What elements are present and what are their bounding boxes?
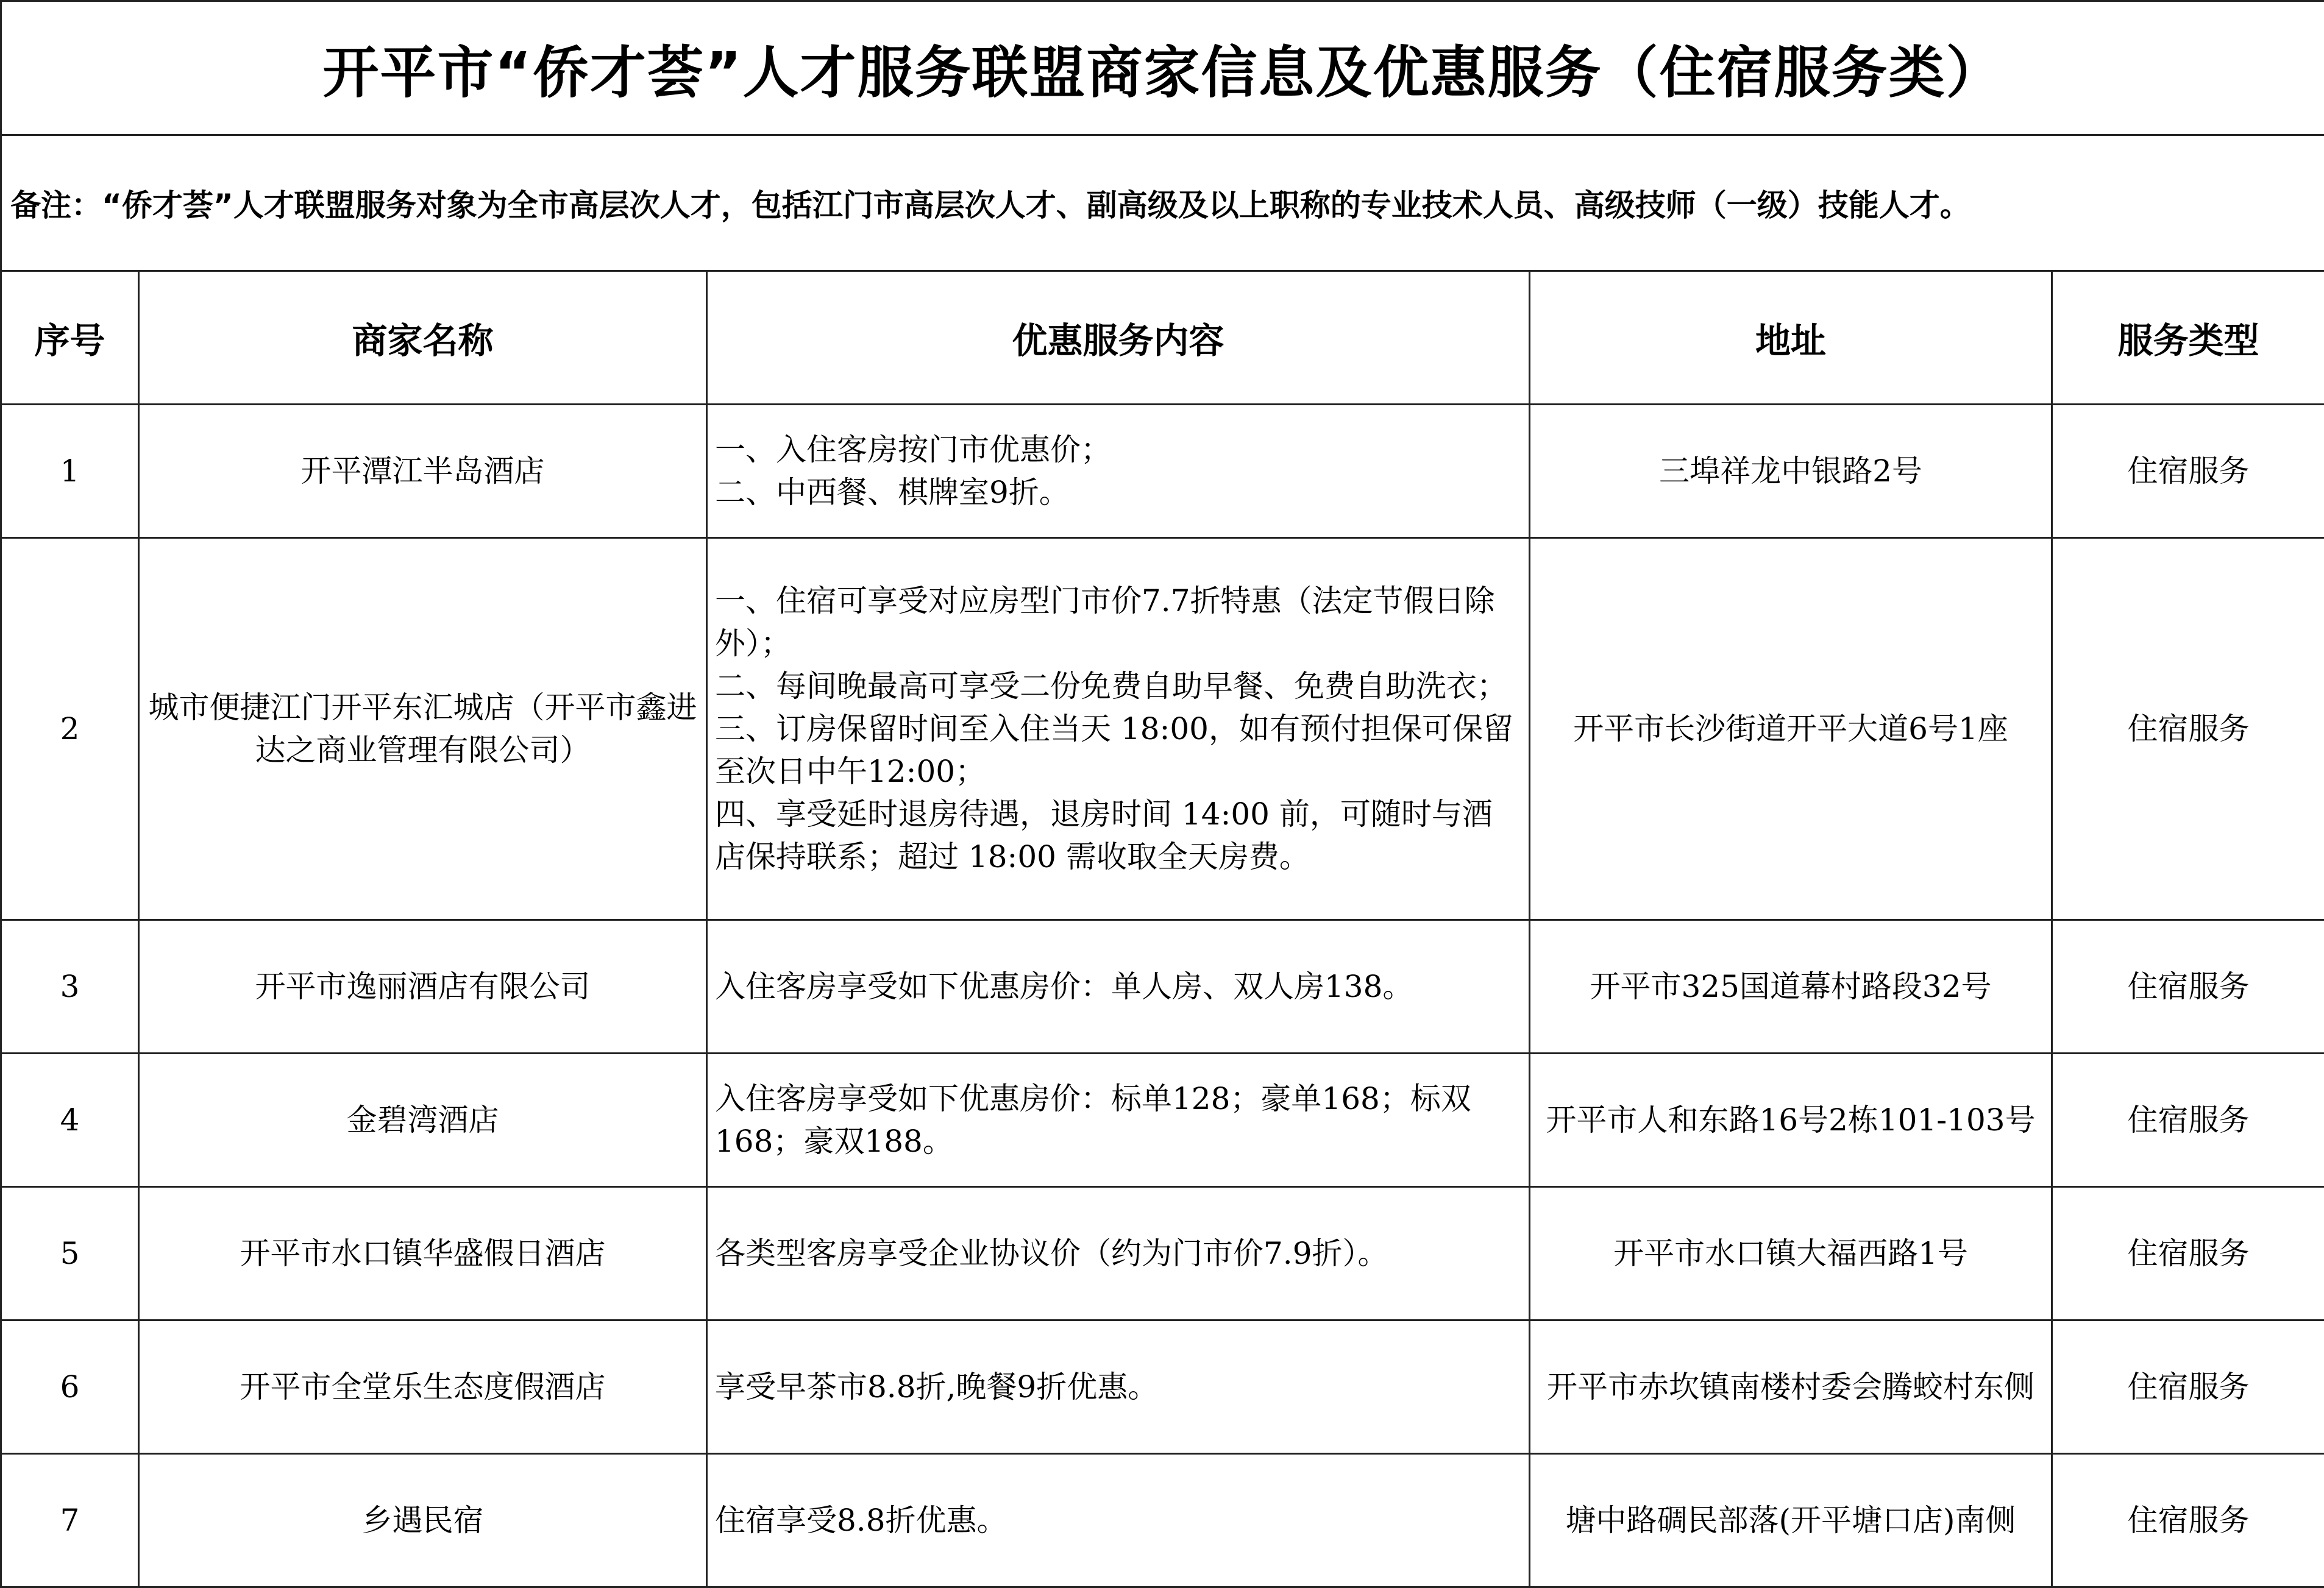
- service-content: [707, 538, 1530, 920]
- table-row: [1, 1187, 2324, 1320]
- service-content: [707, 1454, 1530, 1587]
- merchant-name: 金碧湾酒店: [139, 1054, 707, 1187]
- row-no: 2: [1, 538, 139, 920]
- row-no: 5: [1, 1187, 139, 1320]
- table-row: [1, 920, 2324, 1054]
- service-content: [707, 920, 1530, 1054]
- header-service-type: 服务类型: [2052, 271, 2324, 405]
- address: 开平市水口镇大福西路1号: [1530, 1187, 2052, 1320]
- header-address: 地址: [1530, 271, 2052, 405]
- service-line: 入住客房享受如下优惠房价：单人房、双人房138。: [715, 965, 1521, 1008]
- service-line: 各类型客房享受企业协议价（约为门市价7.9折）。: [715, 1232, 1521, 1275]
- row-no: 1: [1, 405, 139, 538]
- service-type: 住宿服务: [2052, 1454, 2324, 1587]
- service-type: 住宿服务: [2052, 1187, 2324, 1320]
- address: 三埠祥龙中银路2号: [1530, 405, 2052, 538]
- table-row: [1, 1454, 2324, 1587]
- header-row: [1, 271, 2324, 405]
- header-merchant-name: 商家名称: [139, 271, 707, 405]
- service-line: 住宿享受8.8折优惠。: [715, 1499, 1521, 1542]
- row-no: 4: [1, 1054, 139, 1187]
- table-row: [1, 538, 2324, 920]
- address: 开平市325国道幕村路段32号: [1530, 920, 2052, 1054]
- row-no: 3: [1, 920, 139, 1054]
- service-line: 二、每间晚最高可享受二份免费自助早餐、免费自助洗衣；: [715, 665, 1521, 707]
- service-line: 四、享受延时退房待遇，退房时间 14:00 前，可随时与酒店保持联系；超过 18:00 需收取全天房费。: [715, 793, 1521, 878]
- service-type: 住宿服务: [2052, 1320, 2324, 1454]
- table-row: [1, 405, 2324, 538]
- row-no: 6: [1, 1320, 139, 1454]
- address: 塘中路碉民部落(开平塘口店)南侧: [1530, 1454, 2052, 1587]
- merchant-name: 开平市逸丽酒店有限公司: [139, 920, 707, 1054]
- merchant-name: 开平市全堂乐生态度假酒店: [139, 1320, 707, 1454]
- service-line: 一、入住客房按门市优惠价；: [715, 428, 1521, 471]
- service-line: 入住客房享受如下优惠房价：标单128；豪单168；标双168；豪双188。: [715, 1077, 1521, 1163]
- merchant-name: 开平市水口镇华盛假日酒店: [139, 1187, 707, 1320]
- merchant-name: 乡遇民宿: [139, 1454, 707, 1587]
- header-no: 序号: [1, 271, 139, 405]
- row-no: 7: [1, 1454, 139, 1587]
- merchant-name: 开平潭江半岛酒店: [139, 405, 707, 538]
- service-content: [707, 1187, 1530, 1320]
- service-line: 享受早茶市8.8折,晚餐9折优惠。: [715, 1366, 1521, 1408]
- note-row: [1, 135, 2324, 271]
- header-service-content: 优惠服务内容: [707, 271, 1530, 405]
- service-line: 一、住宿可享受对应房型门市价7.7折特惠（法定节假日除外）；: [715, 580, 1521, 665]
- service-type: 住宿服务: [2052, 538, 2324, 920]
- page-title: 开平市“侨才荟”人才服务联盟商家信息及优惠服务（住宿服务类）: [1, 1, 2324, 135]
- service-type: 住宿服务: [2052, 405, 2324, 538]
- address: 开平市人和东路16号2栋101-103号: [1530, 1054, 2052, 1187]
- service-type: 住宿服务: [2052, 1054, 2324, 1187]
- address: 开平市长沙街道开平大道6号1座: [1530, 538, 2052, 920]
- title-row: [1, 1, 2324, 135]
- table-row: [1, 1054, 2324, 1187]
- service-line: 二、中西餐、棋牌室9折。: [715, 471, 1521, 514]
- service-content: [707, 405, 1530, 538]
- merchant-name: 城市便捷江门开平东汇城店（开平市鑫进达之商业管理有限公司）: [139, 538, 707, 920]
- address: 开平市赤坎镇南楼村委会腾蛟村东侧: [1530, 1320, 2052, 1454]
- table-row: [1, 1320, 2324, 1454]
- service-content: [707, 1320, 1530, 1454]
- remark-note: 备注：“侨才荟”人才联盟服务对象为全市高层次人才，包括江门市高层次人才、副高级及以上职称的专业技术人员、高级技师（一级）技能人才。: [1, 135, 2324, 271]
- service-line: 三、订房保留时间至入住当天 18:00，如有预付担保可保留至次日中午12:00；: [715, 707, 1521, 793]
- service-content: [707, 1054, 1530, 1187]
- service-type: 住宿服务: [2052, 920, 2324, 1054]
